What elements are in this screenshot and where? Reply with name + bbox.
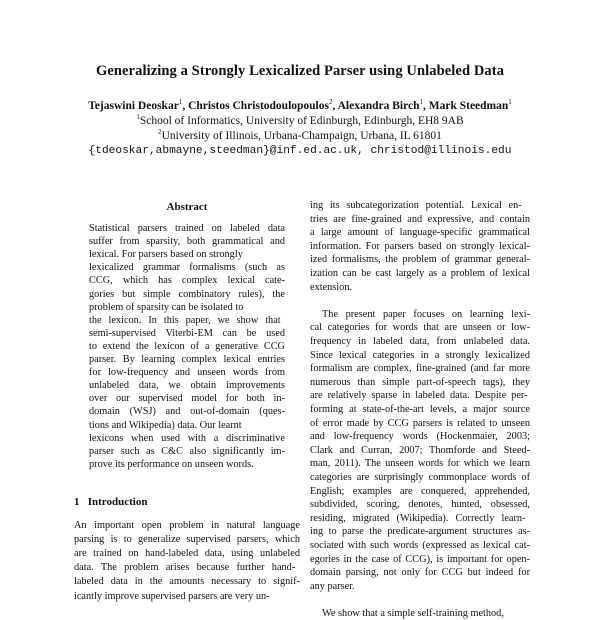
text-line: man, 2011). The unseen words for which we learn	[310, 458, 530, 470]
text-line: and low-frequency words (Hockenmaier, 2003;	[310, 431, 530, 443]
text-line: to extend the lexicon of a generative CCG	[89, 340, 285, 352]
text-line: icantly improve supervised parsers are very un-	[74, 590, 270, 602]
text-line: tions and Wikipedia) data. Our learnt	[89, 419, 242, 431]
text-line: parsing is to generalize supervised parsers, which	[74, 534, 300, 546]
text-line: problem of sparsity can be isolated to	[89, 301, 244, 313]
text-line: the lexicon. In this paper, we show that	[89, 314, 281, 326]
text-line: formalism are complex, fine-grained (and far more	[310, 363, 530, 375]
text-line: tries are fine-grained and expressive, and contain	[310, 213, 530, 225]
author-list	[0, 100, 600, 112]
text-line: Clark and Curran, 2007; Thomforde and Steed-	[310, 444, 530, 456]
text-line: lexicons when used with a discriminative	[89, 432, 285, 444]
text-line: ization can be cast largely as a problem of lexical	[310, 268, 530, 279]
text-line: prove its performance on unseen words.	[89, 458, 254, 470]
text-line: ing to parse the predicate-argument structures as-	[310, 526, 530, 538]
text-line: domain parsing, not only for CCG but indeed for	[310, 567, 530, 579]
text-line: cal categories for words that are unseen or low-	[310, 322, 530, 334]
abstract-heading: Abstract	[166, 201, 208, 213]
text-line: An important open problem in natural language	[74, 520, 300, 531]
text-line: egories in the case of CCG), is important for open-	[310, 553, 530, 565]
text-line: Since lexical categories in a strongly lexicalized	[310, 349, 530, 361]
text-line: categories are surprisingly commonplace words of	[310, 472, 530, 483]
affiliation-illinois: $^2$University of Illinois, Urbana-Champaign, Urbana, IL 61801	[158, 128, 442, 142]
author-emails: {tdeoskar,abmayne,steedman}@inf.ed.ac.uk, christod@illinois.edu	[88, 145, 512, 157]
text-line: English; examples are conquered, apprehended,	[310, 485, 530, 497]
text-line: extension.	[310, 281, 353, 293]
text-line: subdivided, scoring, denotes, hunted, obsessed,	[310, 499, 530, 511]
text-line: Statistical parsers trained on labeled data	[89, 223, 285, 234]
text-line: for low-frequency and unseen words from	[89, 367, 285, 379]
author: Alexandra Birch$^1$,	[337, 98, 429, 112]
text-line: any parser.	[310, 580, 355, 592]
text-line: lexical. For parsers based on strongly	[89, 249, 243, 261]
text-line: labeled data in the amounts necessary to signif-	[74, 576, 300, 588]
text-line: a large amount of language-specific grammatical	[310, 227, 530, 239]
text-line: ing its subcategorization potential. Lexical en-	[310, 200, 522, 211]
text-line: semi-supervised Viterbi-EM can be used	[89, 327, 285, 339]
text-line: lexicalized grammar formalisms (such as	[89, 262, 285, 274]
text-line: residing, migrated (Wikipedia). Correctly learn-	[310, 512, 526, 524]
text-line: are trained on hand-labeled data, using unlabeled	[74, 548, 300, 560]
text-line: ized formalisms, the problem of grammar general-	[310, 254, 530, 266]
section-heading-introduction: 1 Introduction	[74, 496, 148, 508]
text-line: gories but simple combinatory rules), the	[89, 288, 285, 300]
text-line: information. For parsers based on strongly lexical-	[310, 240, 530, 252]
text-line: suffer from sparsity, both grammatical and	[89, 236, 285, 248]
text-line: sociated with such words (expressed as lexical cat-	[310, 540, 530, 551]
text-line: domain (WSJ) and out-of-domain (ques-	[89, 406, 285, 418]
text-line: over our supervised model for both in-	[89, 393, 285, 405]
author: Christos Christodoulopoulos$^2$,	[188, 98, 338, 112]
author: Mark Steedman$^1$	[428, 98, 512, 112]
text-line: forming at state-of-the-art levels, a major source	[310, 404, 530, 415]
text-line: of error made by CCG parsers is related to unseen	[310, 417, 530, 429]
affiliation-edinburgh: $^1$School of Informatics, University of Edinburgh, Edinburgh, EH8 9AB	[136, 113, 464, 127]
text-line: frequency in labeled data, from unlabeled data.	[310, 336, 530, 347]
text-line: data. The problem arises because further hand-	[74, 562, 296, 574]
text-line: unlabeled data, we obtain improvements	[89, 380, 285, 392]
author: Tejaswini Deoskar$^1$,	[88, 98, 189, 112]
text-line: numerous than simple part-of-speech tags), they	[310, 376, 530, 388]
text-line: CCG, which has complex lexical cate-	[89, 275, 285, 287]
text-line: parser such as C&C also significantly im-	[89, 445, 285, 457]
text-line: We show that a simple self-training method,	[322, 608, 504, 619]
text-line: are relatively sparse in labeled data. Despite per-	[310, 390, 528, 402]
text-line: The present paper focuses on learning lexi-	[322, 308, 530, 320]
paper-title: Generalizing a Strongly Lexicalized Parser using Unlabeled Data	[95, 63, 505, 79]
text-line: parser. By learning complex lexical entries	[89, 354, 285, 365]
